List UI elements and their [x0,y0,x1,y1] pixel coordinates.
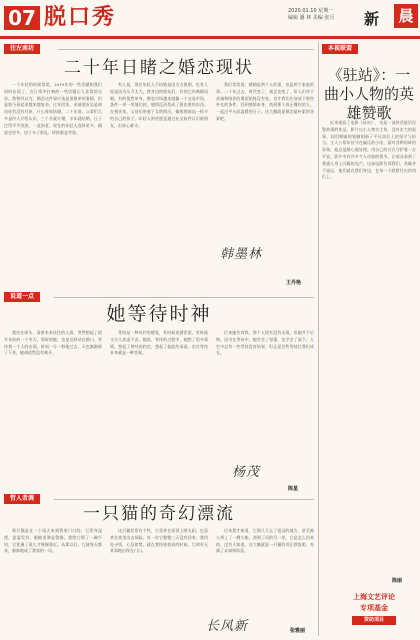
logo-left-char: 新 [364,10,380,28]
header-rule [0,36,420,39]
logo-right-char: 晨 [394,4,418,28]
ad-badge: 资助项目 [352,616,396,625]
ad-line2: 专项基金 [360,604,388,612]
newspaper-logo [364,4,418,32]
ad-line1: 上海文艺评论 [353,593,395,601]
sidebar-title: 《驻站》：一曲小人物的英雄赞歌 [323,66,414,122]
arts-fund-logo [334,592,414,634]
editor-credits: 编辑 潘 林 美编 张月 [288,15,335,21]
article3-title: 一只猫的奇幻漂流 [83,504,235,524]
divider [58,49,314,50]
issue-date: 2020.01.10 星期一 [288,8,334,14]
article3-signature: 长风新 [206,619,249,634]
article1-signature: 韩墨林 [220,247,263,262]
article1-col2: 有人说，现在年轻人不结婚是因为太挑剔，也有人说是因为压力太大。我身边的朋友们，有的已经离婚再婚，有的依然单身。婚恋市场越来越像一个交易市场，条件一项一项地比较，感情反而变成了最次要的东西。在相亲角，父母们举着子女的简历，像推销商品一样介绍自己的孩子。年轻人则更愿意通过社交软件认识新朋友，但真心难寻。 [110,82,208,128]
section-title: 脱口秀 [44,5,117,30]
article2-title: 她等待时神 [106,303,212,325]
tag-bottom: 哲人者调 [4,494,40,504]
article3-author: 张雅丽 [290,628,306,634]
article2-signature: 杨茂 [232,465,261,480]
article2-col1: 我站在街头，看着来来往往的人群，突然想起了很多年前的一个冬天。那时的她，也是这样站在路口，等待着一个人的出现。时间一分一秒地过去，天色渐渐暗了下来，她却依然没有离开。 [4,330,102,356]
sidebar-body: 近来观看了电影《驻站》，这是一部讲述基层民警故事的作品。影片以小人物为主角，没有宏大的叙事，却用细腻的笔触刻画了平凡岗位上的坚守与担当。主人公常年驻守在偏远的小站，面对各种琐碎的事务，他总是耐心地处理，用自己的方式守护着一方平安。影片中有许多令人动容的情节，让观众看到了普通人身上闪耀的光芒。这部电影告诉我们，英雄并不遥远，他们就在我们身边，在每一个默默付出的岗位上。 [322,120,416,180]
article3-col3: 后来我才知道，它那几天去了很远的地方，甚至被人带上了一艘小船，漂到了河的另一岸。它是怎么回来的，没有人知道。这大概就是一只猫的奇幻漂流吧，充满了未知和惊喜。 [216,528,314,554]
masthead [0,0,420,38]
article1-author: 王丹艳 [286,280,302,286]
tag-top-left: 往左南坊 [4,44,40,54]
article2-col3: 后来她告诉我，那个人终究没有出现，但她并不后悔。因为在等待中，她学会了坚强，也学会了放下。人生中总有一些等待没有结果，但正是这些等待让我们成长。 [216,330,314,356]
divider [54,297,314,298]
article1-col1: 一个年轻的时候常说，2019年的一些话题和我们同时出现了，在日常中打响的一些话题让人非常的无奈。我曾经以为，婚恋这件事应该是很简单的事情，但是如今看起来越来越复杂。过年回家，亲戚朋友总是询问你有没有对象，什么时候结婚。二十年前，父辈们大多是经人介绍认识，三个月就订婚，半年就结婚，日子过得平平淡淡，一直到老。现在的年轻人选择更多，顾虑也更多，房子车子彩礼，样样都是考验。 [4,82,102,135]
article2-author: 陈星 [288,486,299,492]
divider [54,499,314,500]
article3-col2: 这只猫非常有个性，它喜欢在屋顶上晒太阳，也喜欢在夜里出去探险。有一次它整整三天没有回来，我四处寻找，心急如焚。就在我快要放弃的时候，它却若无其事地出现在门口。 [110,528,208,554]
sidebar-author: 陈丽 [392,578,403,584]
article3-col1: 那只猫是在一个雨天来到我家门口的。它浑身湿透，瑟瑟发抖，眼睛里满是警惕。我给它倒了一碗牛奶，它犹豫了很久才慢慢靠近。从那以后，它就每天都来，渐渐地成了我家的一员。 [4,528,102,554]
page-number: 07 [4,6,40,30]
column-divider [318,42,319,636]
article1-title: 二十年日睹之婚恋现状 [64,58,254,78]
tag-top-right: 本视联盟 [322,44,358,54]
article1-col3: 我们常常说，婚姻是两个人的事，也是两个家庭的事。二十年过去，时代变了，观念也变了，但人们对于真诚和陪伴的渴望始终没有变。也许我们应该放下那些外在的条件，回到感情本身，找到那个真正懂你的人，一起过平凡而温暖的日子。这大概就是婚恋最朴素的答案吧。 [216,82,314,121]
tag-middle: 说道一点 [4,292,40,302]
article2-col2: 等待是一种奇妙的感觉，有时候充满希望，有时候又让人焦虑不安。她说，等待的过程中，她想了很多事情，想起了曾经的约定，想起了彼此的承诺。也许等待本身就是一种答案。 [110,330,208,356]
